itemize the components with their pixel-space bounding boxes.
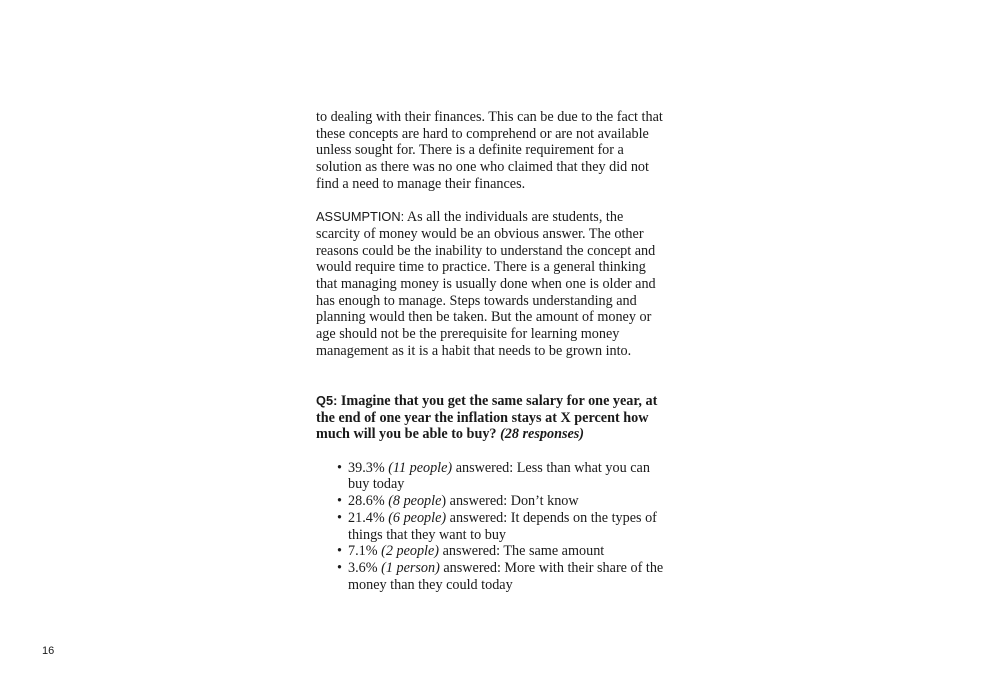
page-number: 16 [42,645,55,657]
bullet-icon: • [337,459,342,476]
question-heading [316,393,664,443]
list-item [316,560,664,593]
answer-text: answered: More with their share of the money than they could today [348,559,664,593]
question-response-count: (28 responses) [500,426,585,443]
question-label: Q5: [316,392,338,408]
assumption-label: ASSUMPTION: [316,209,405,225]
assumption-paragraph [316,209,664,359]
bullet-icon: • [337,509,342,526]
body-paragraph: to dealing with their finances. This can be due to the fact that these concepts are hard to comprehend or are not available unless sought for. There is a definite requirement for a solution as there was no one who claimed that they did not find a need to manage their finances. [316,109,663,192]
bullet-icon: • [337,543,342,560]
answer-text: ) answered: Don’t know [441,493,579,510]
answer-percent: 39.3% [348,459,385,476]
answer-percent: 3.6% [348,559,378,576]
answer-people: (6 people) [388,509,447,526]
answer-text: answered: It depends on the types of things that they want to buy [348,509,657,543]
list-item [316,543,664,560]
answer-text: answered: The same amount [439,543,605,560]
answer-text: answered: Less than what you can buy today [348,459,650,493]
answer-percent: 21.4% [348,509,385,526]
answer-percent: 7.1% [348,543,378,560]
answer-people: (11 people) [388,459,453,476]
answer-people: (2 people) [381,543,440,560]
text-column [316,109,664,593]
bullet-icon: • [337,493,342,510]
list-item [316,460,664,493]
answer-people: (8 people [388,493,442,510]
list-item [316,510,664,543]
list-item [316,493,664,510]
assumption-text: As all the individuals are students, the scarcity of money would be an obvious answer. The other reasons could be the inability to understand the concept and would require time to practice. There is a general thinking that managing money is usually done when one is older and has enough to manage. Steps towards understanding and planning would then be taken. But the amount of money or age should not be the prerequisite for learning money management as it is a habit that needs to be grown into. [316,209,656,359]
answers-list [316,460,664,594]
answer-people: (1 person) [381,559,440,576]
answer-percent: 28.6% [348,493,385,510]
question-text: Imagine that you get the same salary for one year, at the end of one year the inflation stays at X percent how much will you be able to buy? [316,392,658,443]
bullet-icon: • [337,559,342,576]
